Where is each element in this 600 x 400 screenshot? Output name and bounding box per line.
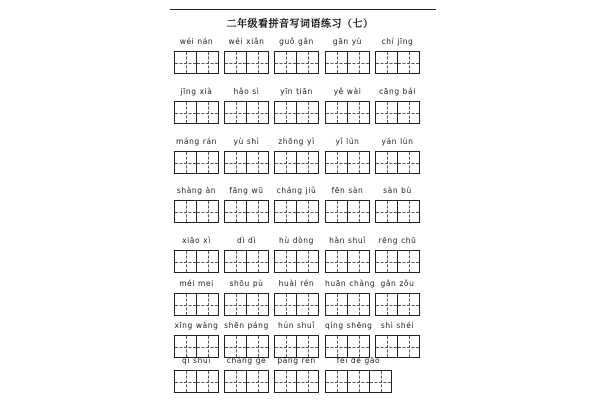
pinyin-label: shàng àn bbox=[176, 186, 217, 195]
writing-box[interactable] bbox=[296, 151, 319, 174]
pinyin-label: rēng chū bbox=[378, 236, 417, 245]
writing-box[interactable] bbox=[274, 293, 297, 316]
writing-box[interactable] bbox=[224, 250, 247, 273]
pinyin-label: chí jīng bbox=[381, 37, 414, 46]
pinyin-label: qíng shēng bbox=[325, 321, 373, 330]
writing-box[interactable] bbox=[174, 51, 197, 74]
writing-box[interactable] bbox=[325, 51, 348, 74]
word-cell bbox=[224, 87, 269, 124]
tian-grid bbox=[174, 370, 219, 393]
pinyin-label: yù shì bbox=[233, 137, 260, 146]
writing-box[interactable] bbox=[274, 151, 297, 174]
writing-box[interactable] bbox=[224, 151, 247, 174]
word-cell bbox=[174, 37, 219, 74]
word-cell bbox=[375, 321, 420, 358]
writing-box[interactable] bbox=[224, 335, 247, 358]
tian-grid bbox=[174, 293, 219, 316]
tian-grid bbox=[224, 151, 269, 174]
word-cell bbox=[325, 186, 370, 223]
writing-box[interactable] bbox=[274, 51, 297, 74]
pinyin-label: gān yù bbox=[332, 37, 363, 46]
pinyin-label: shì shéi bbox=[380, 321, 415, 330]
word-cell bbox=[274, 321, 319, 358]
writing-box[interactable] bbox=[196, 101, 219, 124]
writing-box[interactable] bbox=[375, 200, 398, 223]
word-cell bbox=[325, 279, 376, 316]
pinyin-label: dì dì bbox=[236, 236, 257, 245]
word-cell bbox=[224, 279, 269, 316]
writing-box[interactable] bbox=[325, 200, 348, 223]
writing-box[interactable] bbox=[325, 101, 348, 124]
tian-grid bbox=[325, 101, 370, 124]
writing-box[interactable] bbox=[397, 51, 420, 74]
writing-box[interactable] bbox=[325, 293, 348, 316]
pinyin-label: cháng jiǔ bbox=[276, 186, 317, 195]
writing-box[interactable] bbox=[296, 200, 319, 223]
word-cell bbox=[174, 137, 219, 174]
word-cell bbox=[224, 236, 269, 273]
tian-grid bbox=[375, 335, 420, 358]
writing-box[interactable] bbox=[347, 370, 370, 393]
tian-grid bbox=[224, 250, 269, 273]
tian-grid bbox=[325, 51, 370, 74]
pinyin-label: yǐ lún bbox=[335, 137, 360, 146]
writing-box[interactable] bbox=[347, 151, 370, 174]
writing-box[interactable] bbox=[296, 335, 319, 358]
tian-grid bbox=[224, 370, 269, 393]
writing-box[interactable] bbox=[397, 200, 420, 223]
tian-grid bbox=[375, 250, 420, 273]
word-cell bbox=[174, 356, 219, 393]
pinyin-label: wéi xiǎn bbox=[228, 37, 265, 46]
writing-box[interactable] bbox=[347, 250, 370, 273]
tian-grid bbox=[325, 293, 370, 316]
tian-grid bbox=[174, 51, 219, 74]
tian-grid bbox=[325, 250, 370, 273]
pinyin-label: xīng wàng bbox=[174, 321, 219, 330]
writing-box[interactable] bbox=[174, 101, 197, 124]
tian-grid bbox=[174, 101, 219, 124]
writing-box[interactable] bbox=[274, 250, 297, 273]
word-cell bbox=[174, 186, 219, 223]
writing-box[interactable] bbox=[325, 335, 348, 358]
writing-box[interactable] bbox=[246, 51, 269, 74]
writing-box[interactable] bbox=[196, 250, 219, 273]
writing-box[interactable] bbox=[246, 293, 269, 316]
writing-box[interactable] bbox=[375, 51, 398, 74]
tian-grid bbox=[274, 370, 319, 393]
word-cell bbox=[174, 236, 219, 273]
tian-grid bbox=[274, 250, 319, 273]
word-cell bbox=[274, 236, 319, 273]
pinyin-label: máng rán bbox=[175, 137, 218, 146]
writing-box[interactable] bbox=[375, 293, 398, 316]
word-cell bbox=[325, 37, 370, 74]
writing-box[interactable] bbox=[246, 101, 269, 124]
writing-box[interactable] bbox=[224, 200, 247, 223]
writing-box[interactable] bbox=[224, 51, 247, 74]
writing-box[interactable] bbox=[296, 51, 319, 74]
pinyin-label: huài rén bbox=[278, 279, 315, 288]
tian-grid bbox=[174, 250, 219, 273]
pinyin-label: fēn sàn bbox=[331, 186, 364, 195]
word-cell bbox=[224, 356, 269, 393]
writing-box[interactable] bbox=[375, 151, 398, 174]
word-cell bbox=[274, 279, 319, 316]
tian-grid bbox=[375, 293, 420, 316]
writing-box[interactable] bbox=[224, 101, 247, 124]
writing-box[interactable] bbox=[347, 293, 370, 316]
pinyin-label: zhōng yì bbox=[278, 137, 315, 146]
writing-box[interactable] bbox=[274, 200, 297, 223]
pinyin-label: gǎn zǒu bbox=[380, 279, 415, 288]
pinyin-label: qì shuǐ bbox=[182, 356, 211, 365]
pinyin-label: wéi nán bbox=[179, 37, 214, 46]
tian-grid bbox=[224, 293, 269, 316]
word-cell bbox=[274, 186, 319, 223]
word-cell bbox=[174, 87, 219, 124]
writing-box[interactable] bbox=[325, 151, 348, 174]
tian-grid bbox=[375, 200, 420, 223]
pinyin-label: huān chàng bbox=[325, 279, 376, 288]
pinyin-label: jīng xià bbox=[180, 87, 213, 96]
word-cell bbox=[174, 321, 219, 358]
writing-box[interactable] bbox=[397, 151, 420, 174]
pinyin-label: méi mei bbox=[179, 279, 214, 288]
word-cell bbox=[375, 37, 420, 74]
writing-box[interactable] bbox=[397, 101, 420, 124]
writing-box[interactable] bbox=[397, 293, 420, 316]
word-cell bbox=[174, 279, 219, 316]
writing-box[interactable] bbox=[325, 370, 348, 393]
pinyin-label: guǒ gǎn bbox=[279, 37, 314, 46]
writing-box[interactable] bbox=[274, 370, 297, 393]
tian-grid bbox=[325, 335, 370, 358]
worksheet-title: 二年级看拼音写词语练习（七） bbox=[226, 19, 374, 30]
tian-grid bbox=[224, 200, 269, 223]
writing-box[interactable] bbox=[274, 101, 297, 124]
writing-box[interactable] bbox=[375, 335, 398, 358]
pinyin-label: shōu pù bbox=[229, 279, 264, 288]
writing-box[interactable] bbox=[174, 335, 197, 358]
writing-box[interactable] bbox=[196, 335, 219, 358]
writing-box[interactable] bbox=[196, 151, 219, 174]
word-cell bbox=[274, 37, 319, 74]
writing-box[interactable] bbox=[174, 293, 197, 316]
word-cell bbox=[375, 186, 420, 223]
writing-box[interactable] bbox=[347, 335, 370, 358]
tian-grid bbox=[375, 101, 420, 124]
writing-box[interactable] bbox=[196, 370, 219, 393]
writing-box[interactable] bbox=[347, 200, 370, 223]
writing-box[interactable] bbox=[246, 370, 269, 393]
writing-box[interactable] bbox=[347, 51, 370, 74]
writing-box[interactable] bbox=[174, 250, 197, 273]
word-cell bbox=[375, 137, 420, 174]
pinyin-label: yīn tiān bbox=[280, 87, 313, 96]
pinyin-label: hù dòng bbox=[279, 236, 314, 245]
writing-box[interactable] bbox=[296, 101, 319, 124]
tian-grid bbox=[325, 370, 392, 393]
pinyin-label: xiāo xì bbox=[182, 236, 211, 245]
word-cell bbox=[224, 321, 269, 358]
word-cell bbox=[224, 186, 269, 223]
tian-grid bbox=[224, 51, 269, 74]
word-cell bbox=[325, 137, 370, 174]
word-cell bbox=[325, 236, 370, 273]
writing-box[interactable] bbox=[174, 151, 197, 174]
word-cell bbox=[375, 279, 420, 316]
tian-grid bbox=[224, 335, 269, 358]
writing-box[interactable] bbox=[246, 200, 269, 223]
writing-box[interactable] bbox=[397, 335, 420, 358]
writing-box[interactable] bbox=[224, 370, 247, 393]
writing-box[interactable] bbox=[397, 250, 420, 273]
tian-grid bbox=[174, 335, 219, 358]
tian-grid bbox=[174, 200, 219, 223]
writing-box[interactable] bbox=[196, 200, 219, 223]
word-cell bbox=[375, 236, 420, 273]
writing-box[interactable] bbox=[224, 293, 247, 316]
word-cell bbox=[325, 321, 373, 358]
writing-box[interactable] bbox=[196, 293, 219, 316]
word-cell bbox=[224, 37, 269, 74]
pinyin-label: fāng wū bbox=[229, 186, 264, 195]
tian-grid bbox=[274, 151, 319, 174]
pinyin-label: yě wài bbox=[333, 87, 362, 96]
writing-box[interactable] bbox=[246, 151, 269, 174]
pinyin-label: pàng rén bbox=[277, 356, 316, 365]
tian-grid bbox=[224, 101, 269, 124]
pinyin-label: cāng bái bbox=[379, 87, 416, 96]
word-cell bbox=[274, 356, 319, 393]
writing-box[interactable] bbox=[246, 335, 269, 358]
tian-grid bbox=[274, 293, 319, 316]
writing-box[interactable] bbox=[325, 250, 348, 273]
word-cell bbox=[325, 87, 370, 124]
tian-grid bbox=[274, 51, 319, 74]
writing-box[interactable] bbox=[296, 250, 319, 273]
pinyin-label: sàn bù bbox=[383, 186, 412, 195]
writing-box[interactable] bbox=[246, 250, 269, 273]
pinyin-label: cháng gē bbox=[226, 356, 267, 365]
writing-box[interactable] bbox=[375, 101, 398, 124]
writing-box[interactable] bbox=[174, 370, 197, 393]
tian-grid bbox=[375, 151, 420, 174]
word-cell bbox=[274, 137, 319, 174]
tian-grid bbox=[325, 151, 370, 174]
writing-box[interactable] bbox=[174, 200, 197, 223]
writing-box[interactable] bbox=[296, 293, 319, 316]
tian-grid bbox=[274, 101, 319, 124]
writing-box[interactable] bbox=[296, 370, 319, 393]
word-cell bbox=[375, 87, 420, 124]
pinyin-label: hǎo sì bbox=[233, 87, 260, 96]
pinyin-label: fēi de gāo bbox=[336, 356, 381, 365]
word-cell bbox=[274, 87, 319, 124]
pinyin-label: yán lùn bbox=[381, 137, 414, 146]
tian-grid bbox=[174, 151, 219, 174]
writing-box[interactable] bbox=[375, 250, 398, 273]
writing-box[interactable] bbox=[274, 335, 297, 358]
tian-grid bbox=[375, 51, 420, 74]
pinyin-label: hún shuǐ bbox=[278, 321, 315, 330]
pinyin-label: shēn páng bbox=[224, 321, 269, 330]
writing-box[interactable] bbox=[347, 101, 370, 124]
word-cell bbox=[325, 356, 392, 393]
tian-grid bbox=[274, 335, 319, 358]
pinyin-label: hàn shuǐ bbox=[329, 236, 366, 245]
tian-grid bbox=[325, 200, 370, 223]
word-cell bbox=[224, 137, 269, 174]
tian-grid bbox=[274, 200, 319, 223]
writing-box[interactable] bbox=[196, 51, 219, 74]
writing-box[interactable] bbox=[369, 370, 392, 393]
